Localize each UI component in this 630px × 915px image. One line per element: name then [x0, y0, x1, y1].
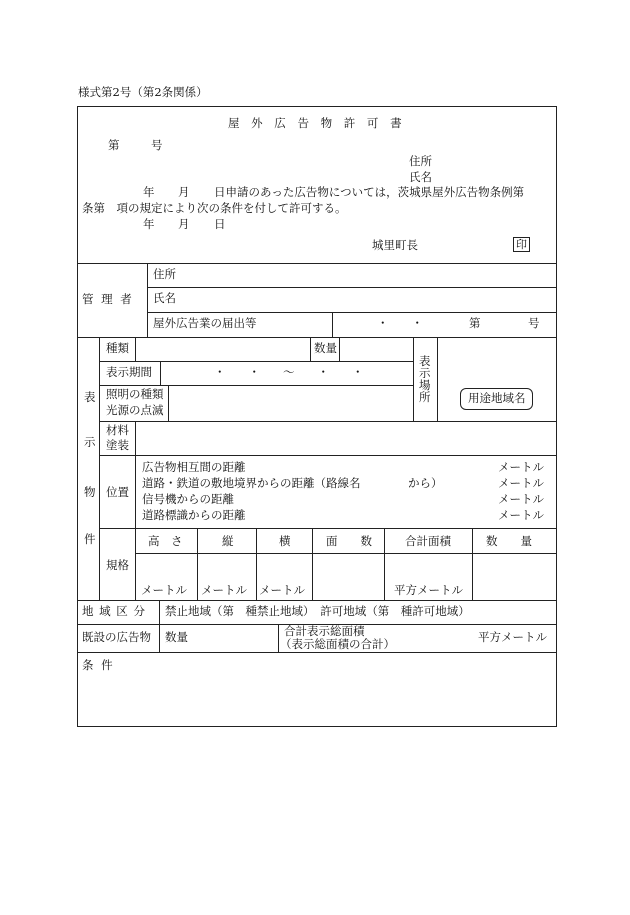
application-year: 年	[143, 185, 155, 199]
meter-unit-4: メートル	[498, 508, 544, 522]
distance-railway-from: から）	[408, 476, 443, 490]
distance-sign-label: 道路標識からの距離	[142, 508, 246, 522]
spec-header-height: 高 さ	[148, 534, 183, 548]
existing-quantity-label: 数量	[165, 630, 188, 644]
notification-dai: 第	[469, 316, 481, 330]
distance-between-label: 広告物相互間の距離	[142, 460, 246, 474]
display-side-char-1: 表	[84, 390, 96, 404]
spec-header-total-area: 合計面積	[405, 534, 451, 548]
application-month: 月	[178, 185, 190, 199]
zone-name-label: 用途地域名	[468, 391, 526, 405]
manager-name-label: 氏名	[153, 291, 176, 305]
distance-railway-label: 道路・鉄道の敷地境界からの距離（路線名	[142, 476, 361, 490]
spec-header-vertical: 縦	[222, 534, 234, 548]
lighting-label: 照明の種類	[106, 387, 164, 401]
notification-label: 屋外広告業の届出等	[153, 316, 257, 330]
zone-division-value: 禁止地域（第 種禁止地域） 許可地域（第 種許可地域）	[165, 604, 470, 618]
spec-height-unit: メートル	[141, 583, 187, 597]
flashing-label: 光源の点滅	[106, 403, 164, 417]
permit-body-line1: 日申請のあった広告物については，茨城県屋外広告物条例第	[214, 185, 525, 199]
notification-date-dots: ・ ・	[377, 316, 423, 330]
material-label: 材料	[106, 423, 129, 437]
existing-sqm-unit: 平方メートル	[478, 630, 547, 644]
display-side-char-2: 示	[84, 435, 96, 449]
spec-header-faces: 面 数	[326, 534, 372, 548]
place-label: 表示場所	[419, 354, 431, 404]
form-label: 様式第2号（第2条関係）	[78, 85, 208, 99]
existing-ads-label: 既設の広告物	[82, 630, 151, 644]
display-side-char-3: 物	[84, 485, 96, 499]
distance-signal-label: 信号機からの距離	[142, 492, 234, 506]
applicant-name-label: 氏名	[409, 170, 432, 184]
position-label: 位置	[106, 485, 129, 499]
number-dai: 第	[108, 138, 120, 152]
applicant-address-label: 住所	[409, 154, 432, 168]
existing-total-area-sub: （表示総面積の合計）	[280, 637, 395, 651]
number-go: 号	[151, 138, 163, 152]
seal-mark: 印	[513, 237, 530, 252]
manager-address-label: 住所	[153, 267, 176, 281]
quantity-label: 数量	[314, 341, 337, 355]
spec-horizontal-unit: メートル	[259, 583, 305, 597]
meter-unit-1: メートル	[498, 460, 544, 474]
spec-header-quantity: 数 量	[486, 534, 532, 548]
meter-unit-3: メートル	[498, 492, 544, 506]
spec-total-area-unit: 平方メートル	[394, 583, 463, 597]
meter-unit-2: メートル	[498, 476, 544, 490]
zone-division-label: 地 域 区 分	[82, 604, 146, 618]
spec-vertical-unit: メートル	[201, 583, 247, 597]
notification-go: 号	[528, 316, 540, 330]
manager-label: 管 理 者	[82, 292, 134, 306]
coating-label: 塗装	[106, 438, 129, 452]
permit-day: 日	[214, 217, 226, 231]
permit-year: 年	[143, 217, 155, 231]
existing-total-area-label: 合計表示総面積	[284, 624, 365, 638]
kind-label: 種類	[106, 341, 129, 355]
period-label: 表示期間	[106, 365, 152, 379]
spec-label: 規格	[106, 558, 129, 572]
display-side-char-4: 件	[84, 532, 96, 546]
conditions-label: 条 件	[82, 658, 115, 672]
permit-body-line2: 条第 項の規定により次の条件を付して許可する。	[82, 201, 347, 215]
period-value: ・ ・ 〜 ・ ・	[214, 365, 364, 379]
mayor-title: 城里町長	[372, 238, 418, 252]
permit-month: 月	[178, 217, 190, 231]
spec-header-horizontal: 横	[279, 534, 291, 548]
document-title: 屋 外 広 告 物 許 可 書	[228, 116, 406, 130]
